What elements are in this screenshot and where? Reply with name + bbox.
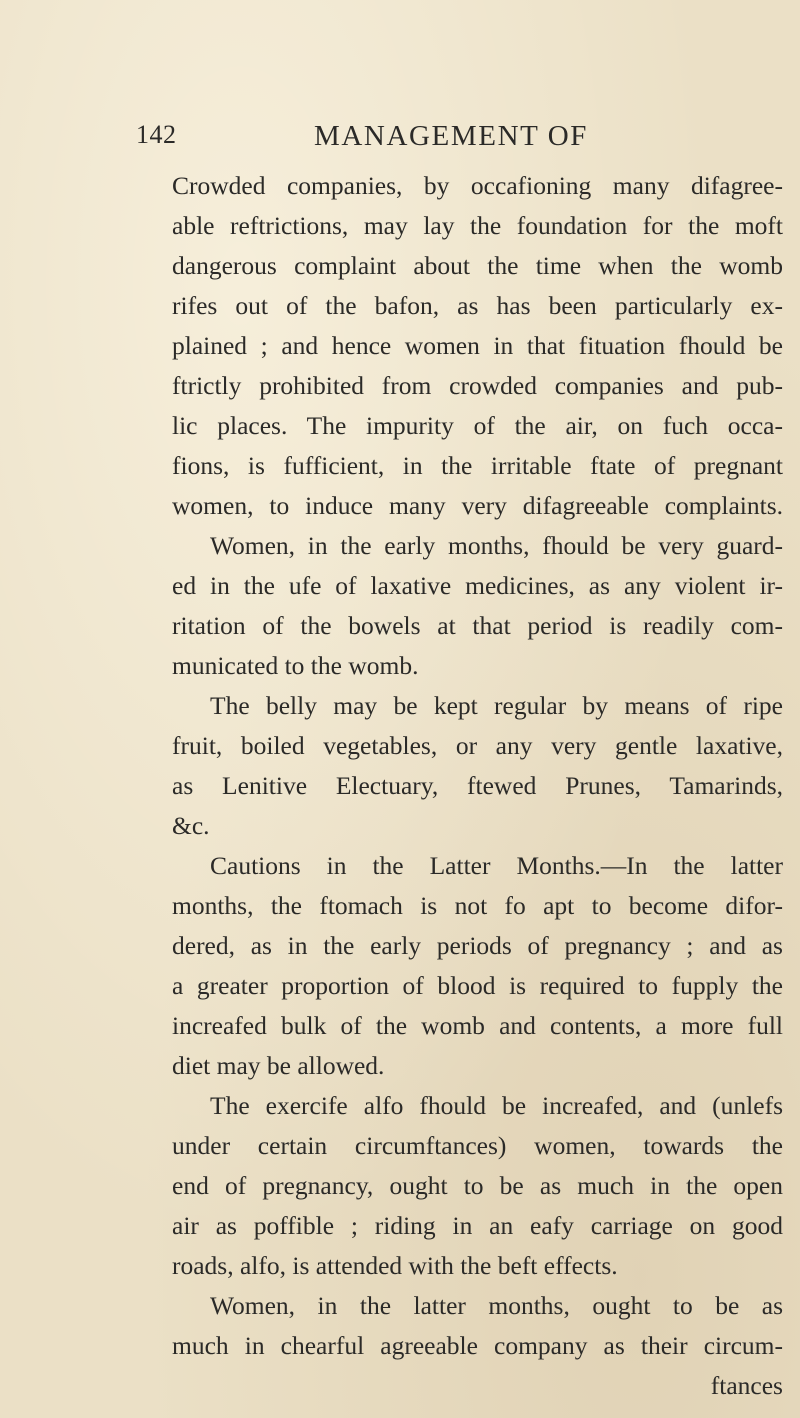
text-line: diet may be allowed.: [172, 1051, 385, 1080]
text-line: women, to induce many very difagreeable complaints.: [172, 491, 783, 520]
text-line: fruit, boiled vegetables, or any very gentle laxative,: [172, 731, 783, 760]
page-header: [136, 120, 696, 160]
text-line: The exercife alfo fhould be increafed, and (unlefs: [210, 1091, 783, 1120]
text-line: Women, in the early months, fhould be very guard-: [210, 531, 783, 560]
text-line: ed in the ufe of laxative medicines, as any violent ir-: [172, 571, 783, 600]
page-number: 142: [136, 120, 177, 149]
text-line: air as poffible ; riding in an eafy carriage on good: [172, 1211, 783, 1240]
text-line: dered, as in the early periods of pregnancy ; and as: [172, 931, 783, 960]
text-line: a greater proportion of blood is required to fupply the: [172, 971, 783, 1000]
text-line: plained ; and hence women in that fituation fhould be: [172, 331, 783, 360]
text-line: increafed bulk of the womb and contents, a more full: [172, 1011, 783, 1040]
text-line: much in chearful agreeable company as their circum-: [172, 1331, 783, 1360]
text-line: ftrictly prohibited from crowded companies and pub-: [172, 371, 783, 400]
running-head: MANAGEMENT OF: [314, 120, 589, 152]
text-line: dangerous complaint about the time when the womb: [172, 251, 783, 280]
text-line: fions, is fufficient, in the irritable ftate of pregnant: [172, 451, 783, 480]
section-heading-line: Cautions in the Latter Months.—In the latter: [210, 851, 783, 880]
text-line: &c.: [172, 811, 210, 840]
text-line: rifes out of the bafon, as has been particularly ex-: [172, 291, 783, 320]
text-line: as Lenitive Electuary, ftewed Prunes, Tamarinds,: [172, 771, 783, 800]
text-line: able reftrictions, may lay the foundation for the moft: [172, 211, 783, 240]
text-line: The belly may be kept regular by means of ripe: [210, 691, 783, 720]
text-line: Crowded companies, by occafioning many difagree-: [172, 171, 783, 200]
text-line: ritation of the bowels at that period is readily com-: [172, 611, 783, 640]
catchword: ftances: [710, 1371, 783, 1400]
text-line: under certain circumftances) women, towards the: [172, 1131, 783, 1160]
text-line: municated to the womb.: [172, 651, 419, 680]
text-line: Women, in the latter months, ought to be as: [210, 1291, 783, 1320]
text-line: months, the ftomach is not fo apt to become difor-: [172, 891, 783, 920]
text-line: end of pregnancy, ought to be as much in the open: [172, 1171, 783, 1200]
text-line: roads, alfo, is attended with the beft effects.: [172, 1251, 618, 1280]
text-line: lic places. The impurity of the air, on fuch occa-: [172, 411, 783, 440]
